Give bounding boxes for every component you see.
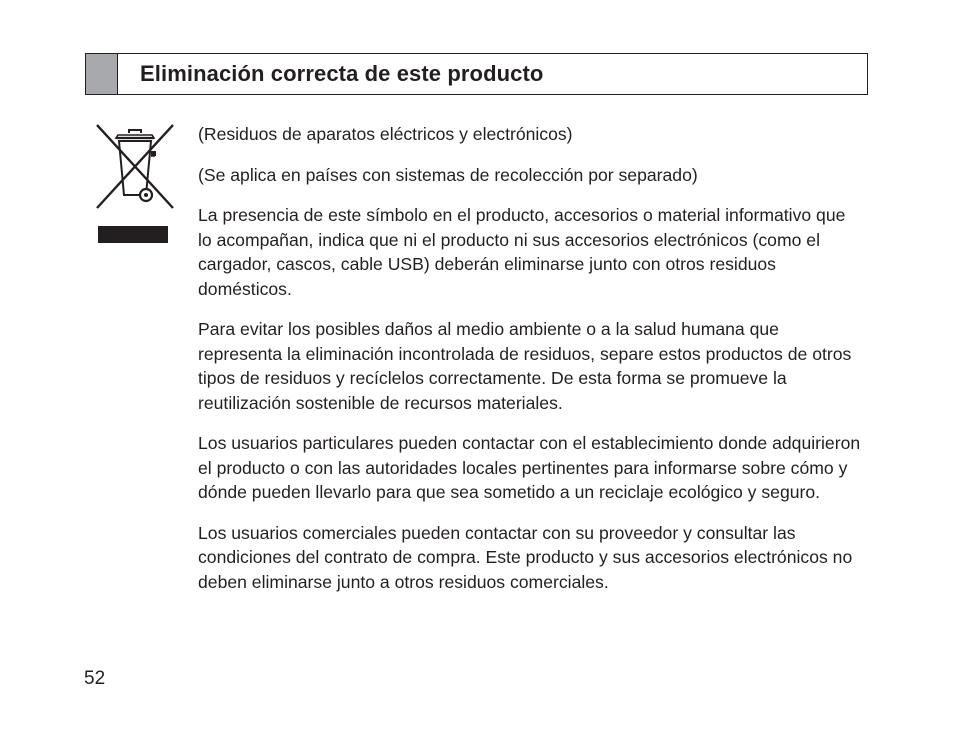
page-title: Eliminación correcta de este producto	[140, 61, 544, 86]
paragraph-subtitle-applies: (Se aplica en países con sistemas de recolección por separado)	[198, 164, 698, 185]
paragraph-environment: Para evitar los posibles daños al medio ambiente o a la salud humana que representa la eliminación incontrolada de residuos, separe estos productos de otros tipos de residuos y recíclelos correctamente. De esta forma se promueve la reutilización sostenible de recursos materiales.	[198, 319, 852, 413]
crossed-out-wheelie-bin-icon	[95, 122, 175, 247]
page-number: 52	[84, 668, 106, 689]
paragraph-private-users: Los usuarios particulares pueden contactar con el establecimiento donde adquirieron el producto o con las autoridades locales pertinentes para informarse sobre cómo y dónde pueden llevarlo para que sea sometido a un reciclaje ecológico y seguro.	[198, 433, 861, 502]
paragraph-symbol-meaning: La presencia de este símbolo en el producto, accesorios o material informativo que lo acompañan, indica que ni el producto ni sus accesorios electrónicos (como el cargador, cascos, cable USB) deberán eliminarse junto con otros residuos domésticos.	[198, 205, 846, 299]
main-content	[198, 122, 863, 610]
header-tab-marker	[86, 54, 118, 94]
paragraph-subtitle-weee: (Residuos de aparatos eléctricos y electrónicos)	[198, 124, 573, 144]
paragraph-business-users: Los usuarios comerciales pueden contactar con su proveedor y consultar las condiciones del contrato de compra. Este producto y sus accesorios electrónicos no deben eliminarse junto a otros residuos comerciales.	[198, 522, 853, 592]
section-header	[85, 53, 868, 95]
